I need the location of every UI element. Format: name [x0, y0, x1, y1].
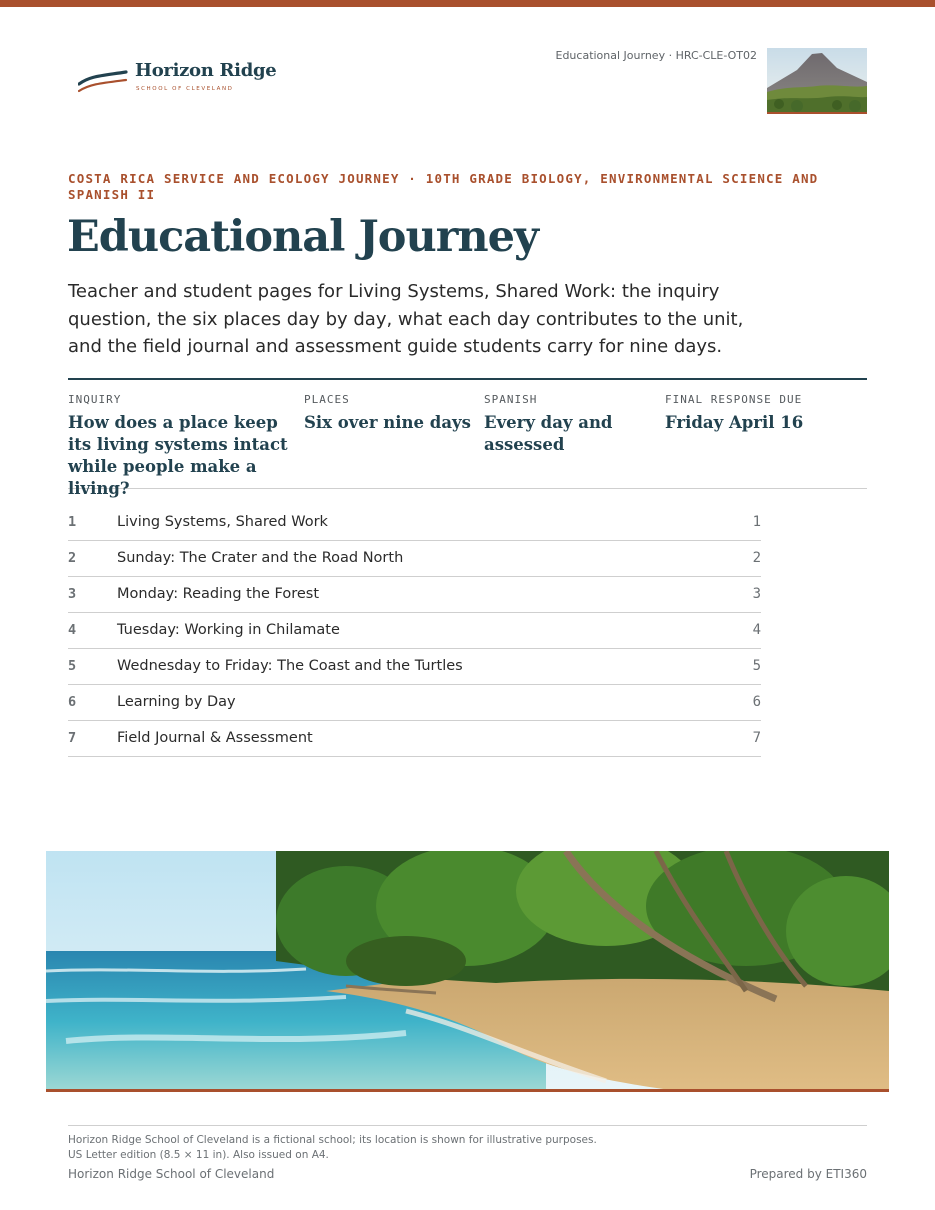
footer-notes [68, 1133, 597, 1163]
contents-row[interactable] [68, 577, 761, 613]
fact-value: Every day and assessed [484, 413, 613, 454]
contents-title[interactable]: Sunday: The Crater and the Road North [117, 550, 404, 566]
fact-label: PLACES [304, 393, 350, 406]
school-logo [78, 58, 278, 98]
fact-value: Friday April 16 [665, 413, 804, 432]
contents-row[interactable] [68, 721, 761, 757]
key-facts-row [68, 378, 867, 498]
contents-title[interactable]: Monday: Reading the Forest [117, 586, 320, 602]
contents-row[interactable] [68, 541, 761, 577]
contents-page: 4 [752, 622, 761, 638]
fact-value: Six over nine days [304, 413, 471, 432]
logo-name: Horizon Ridge [135, 60, 277, 81]
contents-row[interactable] [68, 505, 761, 541]
contents-page: 3 [752, 586, 761, 602]
top-accent-rule [0, 0, 935, 7]
page-title: Educational Journey [67, 212, 539, 262]
footer-divider [68, 1125, 867, 1126]
contents-number: 3 [68, 586, 77, 602]
contents-title[interactable]: Learning by Day [117, 694, 236, 710]
fact-label: SPANISH [484, 393, 538, 406]
footer-note-fictional: Horizon Ridge School of Cleveland is a fictional school; its location is shown for illustrative purposes. [68, 1134, 597, 1146]
fact-value: How does a place keep its living systems intact while people make a living? [68, 413, 288, 498]
intro-paragraph: Teacher and student pages for Living Systems, Shared Work: the inquiry question, the six places day by day, what each day contributes to the unit, and the field journal and assessment guide students carry for nine days. [68, 281, 744, 357]
contents-number: 6 [68, 694, 77, 710]
contents-page: 7 [752, 730, 761, 746]
trip-eyebrow: COSTA RICA SERVICE AND ECOLOGY JOURNEY · 10TH GRADE BIOLOGY, ENVIRONMENTAL SCIENCE AND SPANISH II [68, 171, 819, 202]
contents-title[interactable]: Living Systems, Shared Work [117, 514, 328, 530]
table-of-contents [68, 505, 761, 757]
footer-school-name: Horizon Ridge School of Cleveland [68, 1167, 275, 1181]
contents-row[interactable] [68, 613, 761, 649]
contents-number: 4 [68, 622, 77, 638]
contents-number: 1 [68, 514, 77, 530]
contents-page: 1 [752, 514, 761, 530]
contents-page: 2 [752, 550, 761, 566]
volcano-thumbnail [767, 48, 867, 114]
contents-title[interactable]: Tuesday: Working in Chilamate [117, 622, 340, 638]
fact-spanish [484, 393, 654, 456]
footer-prepared-by: Prepared by ETI360 [749, 1167, 867, 1181]
contents-number: 7 [68, 730, 77, 746]
contents-row[interactable] [68, 649, 761, 685]
fact-final-response-due [665, 393, 865, 434]
fact-places [304, 393, 474, 434]
document-reference: Educational Journey · HRC-CLE-OT02 [555, 49, 757, 62]
contents-title[interactable]: Wednesday to Friday: The Coast and the Turtles [117, 658, 463, 674]
horizon-wave-icon [78, 66, 128, 96]
contents-number: 5 [68, 658, 77, 674]
contents-number: 2 [68, 550, 77, 566]
fact-label: INQUIRY [68, 393, 122, 406]
beach-photo [46, 851, 889, 1092]
contents-row[interactable] [68, 685, 761, 721]
contents-title[interactable]: Field Journal & Assessment [117, 730, 313, 746]
fact-inquiry [68, 393, 293, 500]
contents-page: 6 [752, 694, 761, 710]
fact-label: FINAL RESPONSE DUE [665, 393, 803, 406]
contents-page: 5 [752, 658, 761, 674]
footer-note-edition: US Letter edition (8.5 × 11 in). Also issued on A4. [68, 1149, 329, 1161]
logo-subtitle: SCHOOL OF CLEVELAND [136, 86, 234, 92]
